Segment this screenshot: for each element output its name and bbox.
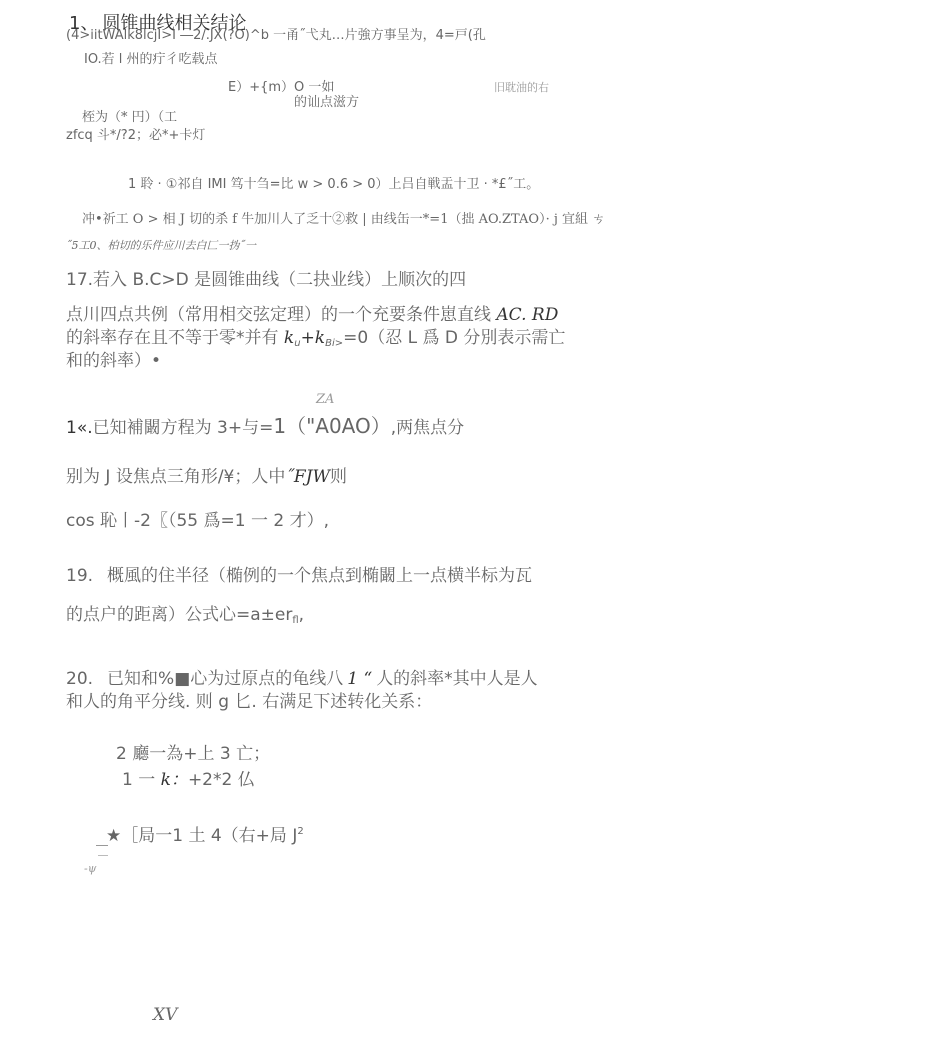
ocr-line-5: 桎为（* 円）（工 xyxy=(82,110,178,125)
item-18-line-2: 别为 J 设焦点三角形/¥；人中˝FJW则 xyxy=(66,467,347,487)
item-20-equation-2: 1 一 k：+2*2 仏 xyxy=(122,770,255,790)
item-20-line-2: 和人的角平分线. 则 g 匕. 右满足下述转化关系： xyxy=(66,692,433,712)
item-20-equation-1: 2 廳一為+上 3 亡； xyxy=(116,744,271,764)
ocr-line-8: 冲•祈工 O > 相 J 切的杀 f 牛加川人了乏十②救 | 由线缶一*=1（拙 AO.ZTAO）· j 宜組 ㄘ xyxy=(82,212,606,227)
ocr-line-3a: E）+{m）O 一如 xyxy=(228,80,335,95)
item-20-line-1: 20. 已知和%■心为过原点的龟线八 1 “ 人的斜率*其中人是人 xyxy=(66,669,538,689)
ocr-line-4: 的讪点滋方 xyxy=(294,95,360,110)
item-17-line-3: 的斜率存在且不等于零*并有 $k_u+k_{Bi>}=0$（忍 L 爲 D 分別表示需亡 xyxy=(66,328,566,349)
heading-number: 1、 xyxy=(69,13,99,34)
item-19-line-1: 19. 概風的住半径（椭例的一个焦点到椭闞上一点横半标为瓦 xyxy=(66,566,533,586)
ocr-line-2: IO.若 l 州的疔彳吃载点 xyxy=(84,52,218,67)
ocr-line-3b: 旧耽油的右 xyxy=(494,81,549,94)
line-ac-bd-label: AC. RD xyxy=(496,305,559,325)
item-17-line-2: 点川四点共例（常用相交弦定理）的一个充要条件崽直线 AC. RD xyxy=(66,305,559,325)
item-18-line-3: cos 恥丨-2〖（55 爲=1 一 2 才）, xyxy=(66,511,329,531)
footer-fragment: XV xyxy=(153,1005,178,1025)
heading-title: 圆锥曲线相关结论 xyxy=(102,13,247,34)
ocr-line-9: ˝5工0、柏切的乐件应川去白匚一㧑˝一 xyxy=(66,239,256,252)
item-18-line-1: 1«.已知補闞方程为 3+与=1（"A0AO）,两焦点分 xyxy=(66,414,465,438)
item-20-fragment: -ψ xyxy=(84,862,97,875)
item-17-line-1: 17.若入 B.C>D 是圆锥曲线（二抉业线）上顺次的四 xyxy=(66,270,467,290)
item-18-mark: ZA xyxy=(316,392,335,407)
item-18-number: 1«. xyxy=(66,418,93,438)
ocr-line-6: zfcq 斗*/?2；必*+卡灯 xyxy=(66,128,206,143)
item-17-number: 17. xyxy=(66,270,94,290)
ocr-line-1: (4>iitWAlk8lcjI>I ―2/.JX(?O)^b 一甬˝弋丸…片強方事呈为，4=戸(孔 xyxy=(66,28,486,43)
item-17-line-4: 和的斜率）• xyxy=(66,351,162,371)
item-19-line-2: 的点户的距离）公式心$=a\pm er_{fl}$, xyxy=(66,605,305,626)
item-20-equation-3: ★［局一1 土 4（右+局 $J^2$ xyxy=(106,826,304,846)
item-20-number: 20. xyxy=(66,669,94,689)
item-20-underline-mark-2 xyxy=(98,855,108,856)
item-19-number: 19. xyxy=(66,566,94,586)
ocr-line-7: 1 聆 · ①祁自 IMI 笃十刍=比 w > 0.6 > 0）上吕自戦盂十卫 · *£˝工。 xyxy=(128,177,540,192)
